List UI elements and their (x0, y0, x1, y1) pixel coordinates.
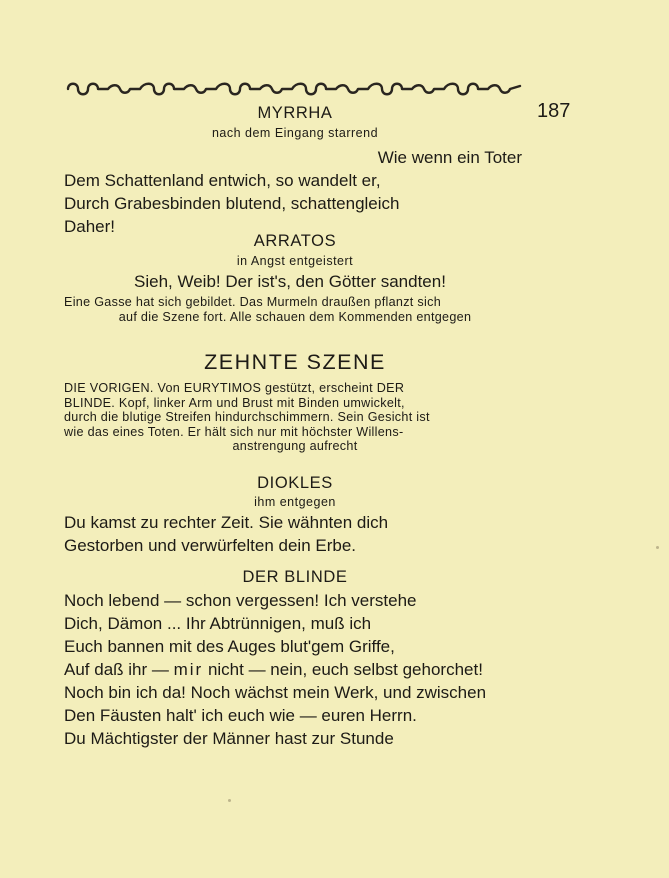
stage-line: durch die blutige Streifen hindurchschimmern. Sein Gesicht ist (64, 410, 430, 424)
decorative-ornament-band (64, 78, 524, 100)
paper-speck (656, 546, 659, 549)
verse-segment: nicht — nein, euch selbst gehorchet! (203, 660, 483, 679)
speaker-der-blinde: DER BLINDE (242, 568, 348, 586)
stage-line: wie das eines Toten. Er hält sich nur mit höchster Willens- (64, 424, 404, 439)
stage-line: auf die Szene fort. Alle schauen dem Kommenden entgegen (118, 309, 472, 324)
verse-line (64, 658, 526, 681)
speaker-myrrha: MYRRHA (257, 104, 333, 122)
page-number: 187 (537, 100, 571, 122)
verse-line: Du kamst zu rechter Zeit. Sie wähnten dich (64, 513, 389, 532)
stage-direction-block (64, 295, 526, 324)
scene-title: ZEHNTE SZENE (204, 350, 386, 374)
verse-segment: Auf daß ihr — (64, 660, 174, 679)
verse-line: Durch Grabesbinden blutend, schattengleich (64, 194, 400, 213)
verse-line: Du Mächtigster der Männer hast zur Stunde (64, 729, 394, 748)
verse-line: Sieh, Weib! Der ist's, den Götter sandten! (134, 272, 446, 291)
diokles-speech (64, 511, 526, 557)
verse-line: Wie wenn ein Toter (377, 148, 522, 167)
stage-line: anstrengung aufrecht (232, 439, 358, 453)
verse-line: Dich, Dämon ... Ihr Abtrünnigen, muß ich (64, 614, 372, 633)
paper-speck (228, 799, 231, 802)
stage-line: Eine Gasse hat sich gebildet. Das Murmeln draußen pflanzt sich (64, 295, 441, 309)
verse-line: Dem Schattenland entwich, so wandelt er, (64, 171, 381, 190)
stage-direction-myrrha: nach dem Eingang starrend (211, 126, 379, 140)
speaker-arratos: ARRATOS (253, 232, 337, 250)
speaker-diokles: DIOKLES (257, 474, 333, 492)
der-blinde-speech (64, 589, 526, 750)
stage-line: DIE VORIGEN. Von EURYTIMOS gestützt, erscheint DER (64, 381, 405, 395)
verse-line: Gestorben und verwürfelten dein Erbe. (64, 536, 357, 555)
stage-line: BLINDE. Kopf, linker Arm und Brust mit Binden umwickelt, (64, 395, 405, 410)
stage-direction-arratos: in Angst entgeistert (236, 254, 354, 268)
verse-line: Noch lebend — schon vergessen! Ich verstehe (64, 591, 417, 610)
verse-line: Daher! (64, 217, 116, 236)
verse-line: Den Fäusten halt' ich euch wie — euren Herrn. (64, 706, 417, 725)
verse-line: Euch bannen mit des Auges blut'gem Griffe, (64, 637, 395, 656)
verse-line: Noch bin ich da! Noch wächst mein Werk, und zwischen (64, 683, 487, 702)
emphasized-word: mir (173, 660, 204, 679)
scene-stage-direction (64, 381, 526, 454)
stage-direction-diokles: ihm entgegen (254, 495, 336, 509)
arratos-speech (64, 270, 526, 293)
myrrha-speech (64, 146, 526, 238)
